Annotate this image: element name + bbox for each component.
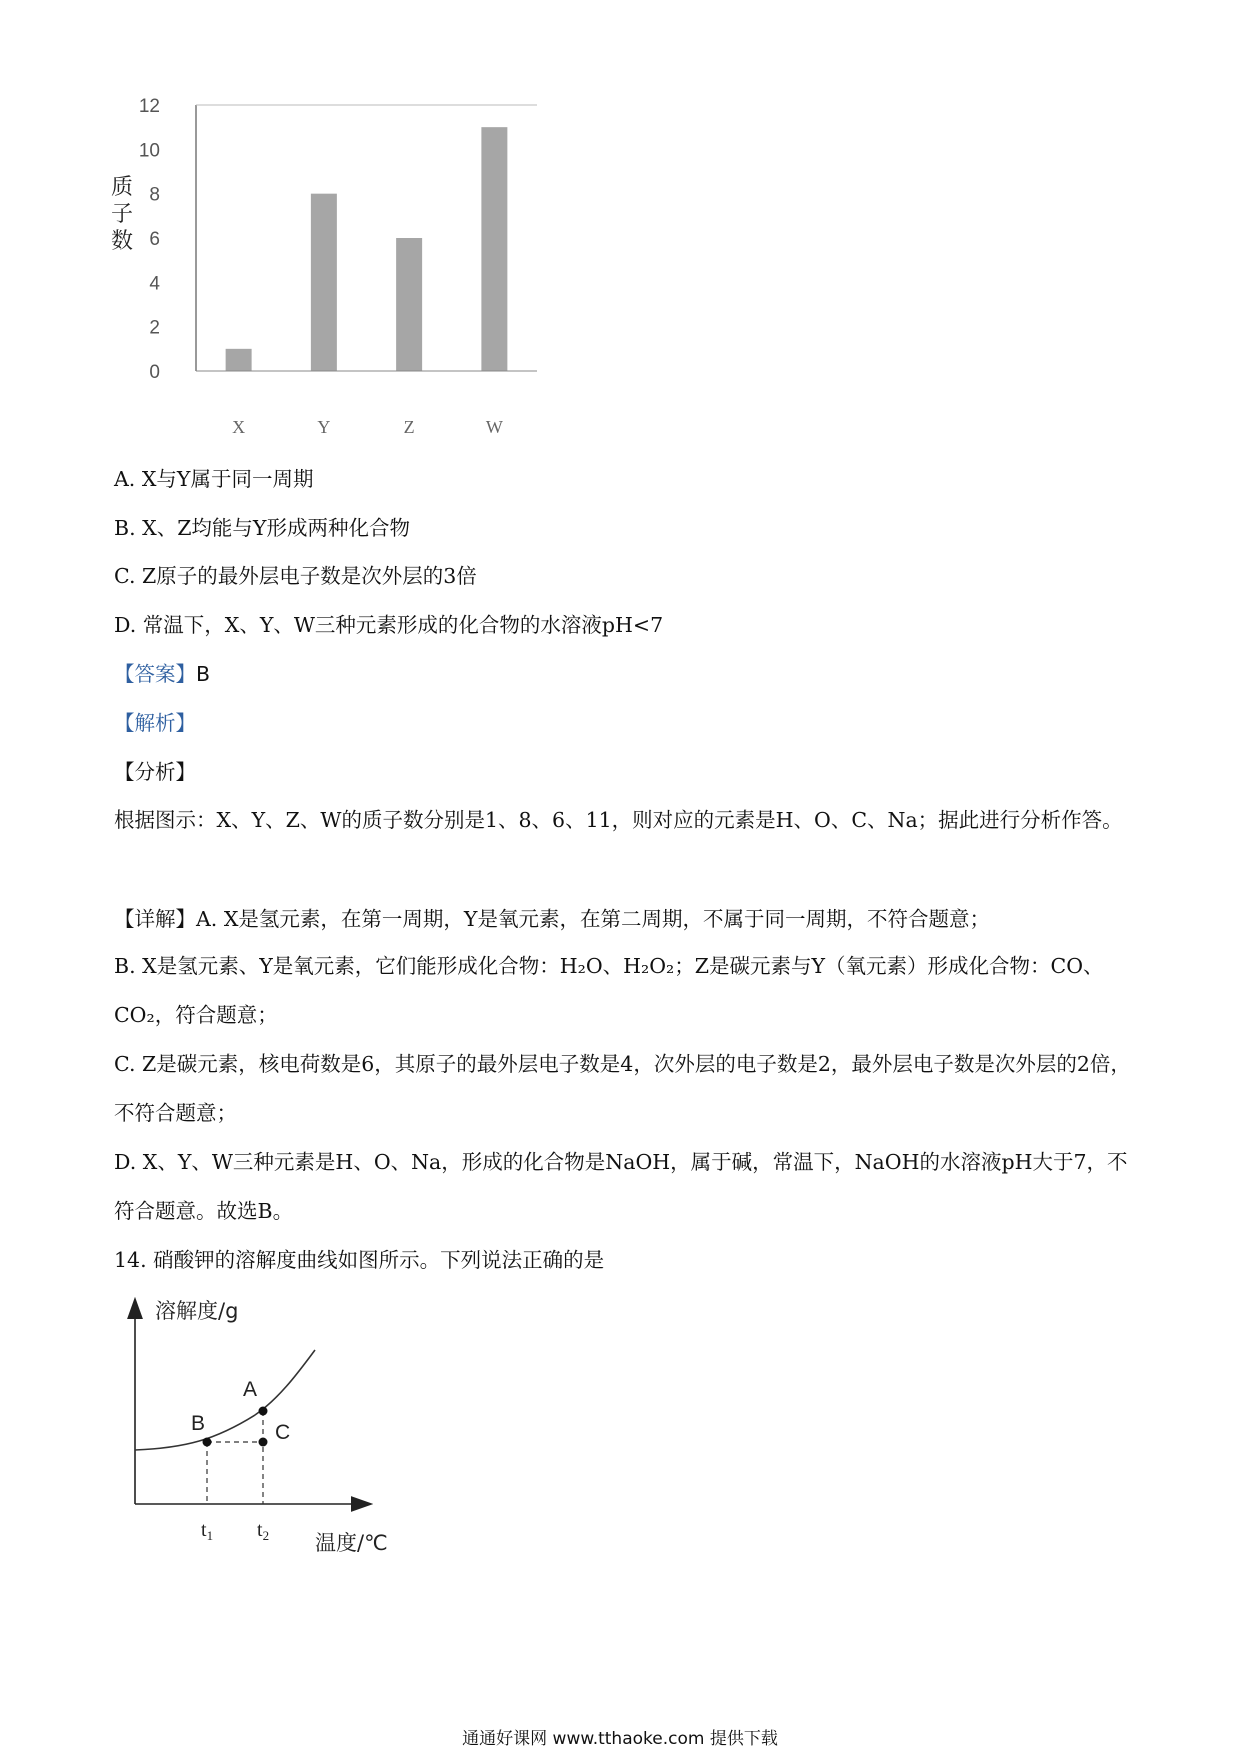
detail-d: D. X、Y、W三种元素是H、O、Na，形成的化合物是NaOH，属于碱，常温下，NaOH的水溶液pH大于7，不符合题意。故选B。: [114, 1150, 1128, 1223]
y-tick-label: 12: [138, 96, 160, 117]
point-a-label: A: [243, 1378, 258, 1401]
y-tick-label: 4: [149, 273, 160, 295]
y-tick-label: 6: [149, 229, 160, 250]
detail-c: C. Z是碳元素，核电荷数是6，其原子的最外层电子数是4，次外层的电子数是2，最外层电子数是次外层的2倍，不符合题意；: [114, 1052, 1131, 1125]
answer-tag: 【答案】: [114, 662, 196, 686]
point-b-label: B: [191, 1412, 206, 1435]
bar-x: [226, 349, 252, 371]
bar-z: [396, 238, 422, 371]
y-tick-label: 2: [149, 317, 160, 339]
fenxi-tag: 【分析】: [114, 760, 196, 784]
solubility-curve-chart: [115, 1290, 415, 1570]
y-tick-label: 0: [149, 362, 160, 383]
proton-bar-chart: [100, 90, 560, 460]
option-a: A. X与Y属于同一周期: [114, 467, 314, 491]
x-tick-t1: $t_1$: [201, 1519, 214, 1543]
y-axis-label-char: 数: [111, 229, 134, 254]
answer-line: [114, 660, 210, 688]
y-tick-label: 8: [149, 184, 160, 206]
bar-w: [481, 127, 507, 371]
category-label-w: W: [485, 417, 503, 437]
y-axis-title: 溶解度/g: [155, 1299, 239, 1323]
point-c: [259, 1438, 268, 1447]
analysis-tag: 【解析】: [114, 711, 196, 735]
y-axis-label-char: 质: [111, 175, 134, 200]
answer-value: B: [196, 662, 211, 686]
point-b: [203, 1438, 212, 1447]
question-14: 14. 硝酸钾的溶解度曲线如图所示。下列说法正确的是: [114, 1248, 605, 1272]
category-label-x: X: [232, 417, 246, 437]
detail-a-line: [114, 905, 990, 933]
category-label-y: Y: [317, 417, 331, 437]
option-c: C. Z原子的最外层电子数是次外层的3倍: [114, 564, 477, 588]
y-tick-label: 10: [138, 140, 160, 162]
footer-watermark: 通通好课网 www.tthaoke.com 提供下载: [462, 1729, 778, 1749]
x-tick-t2: $t_2$: [257, 1519, 270, 1543]
x-axis-title: 温度/℃: [315, 1531, 388, 1555]
y-axis-label: [111, 175, 133, 254]
point-a: [259, 1407, 268, 1416]
option-d: D. 常温下，X、Y、W三种元素形成的化合物的水溶液pH<7: [114, 613, 664, 637]
detail-a: A. X是氢元素，在第一周期，Y是氧元素，在第二周期，不属于同一周期，不符合题意；: [196, 907, 990, 931]
category-label-z: Z: [403, 417, 415, 437]
detail-b: B. X是氢元素、Y是氧元素，它们能形成化合物：H₂O、H₂O₂；Z是碳元素与Y（氧元素）形成化合物：CO、CO₂，符合题意；: [114, 954, 1104, 1027]
detail-tag: 【详解】: [114, 907, 196, 931]
y-axis-label-char: 子: [111, 202, 134, 227]
point-c-label: C: [275, 1421, 291, 1444]
option-b: B. X、Z均能与Y形成两种化合物: [114, 516, 410, 540]
bar-y: [311, 194, 337, 371]
fenxi-text: 根据图示：X、Y、Z、W的质子数分别是1、8、6、11，则对应的元素是H、O、C、Na；据此进行分析作答。: [114, 808, 1123, 832]
